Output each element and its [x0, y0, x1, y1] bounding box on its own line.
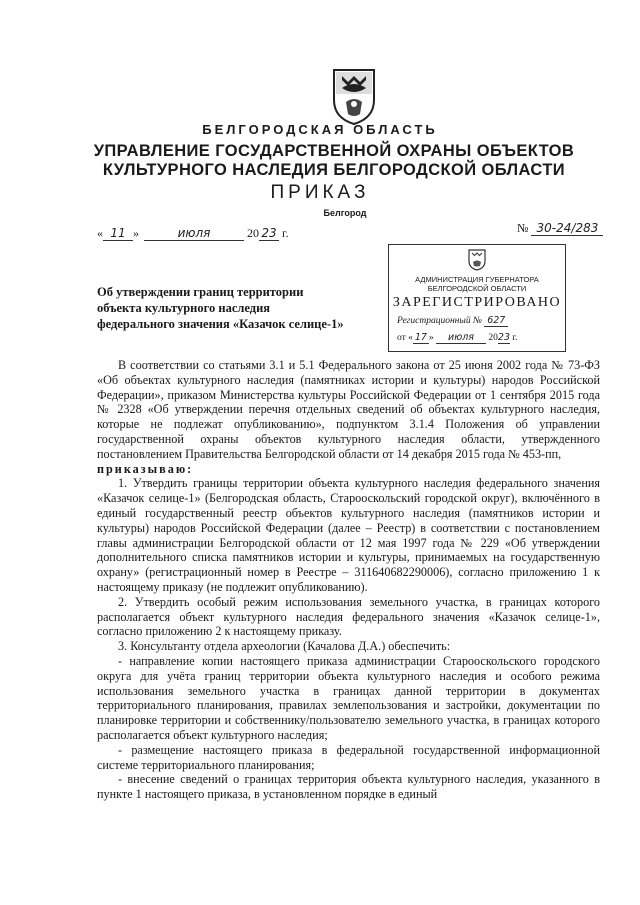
preamble-paragraph: В соответствии со статьями 3.1 и 5.1 Федерального закона от 25 июня 2002 года № 73-ФЗ «Об объектах культурного наследия (памятниках истории и культуры) народов Российской Федерации», приказом Министерства культуры Российской Федерации от 1 сентября 2015 года № 2328 «Об утверждении перечня отдельных сведений об объектах культурного наследия, которые не подлежат опубликованию», подпунктом 3.1.4 Положения об управлении государственной охраны объектов культурного наследия области, утвержденного постановлением Правительства Белгородской области от 14 декабря 2015 года № 453-пп,	[97, 358, 600, 461]
date-open-quote: «	[97, 226, 103, 240]
stamp-admin-line-1: АДМИНИСТРАЦИЯ ГУБЕРНАТОРА	[415, 275, 539, 284]
coat-of-arms-icon	[328, 66, 380, 126]
item-2-paragraph: 2. Утвердить особый режим использования земельного участка, в границах которого располагается объект культурного наследия федерального значения «Казачок селице-1», согласно приложению 2 к настоящему приказу.	[97, 594, 600, 639]
order-word: приказываю:	[97, 461, 194, 476]
stamp-reg-value: 627	[484, 315, 508, 327]
order-subject	[97, 284, 387, 332]
subject-line-1: Об утверждении границ территории	[97, 285, 304, 299]
stamp-date	[397, 332, 517, 344]
item-3a-paragraph: - направление копии настоящего приказа администрации Старооскольского городского округа для учёта границ территории объекта культурного наследия и особого режима использования земельного участка в границах данной территории в документах территориального планирования, правилах землепользования и застройки, документации по планировке территории и собственнику/пользователю земельного участка, в границах которого располагается объект культурного наследия;	[97, 653, 600, 742]
order-word-paragraph	[97, 462, 600, 477]
order-number-value: 30-24/283	[531, 221, 603, 236]
date-month: июля	[144, 226, 244, 241]
registration-stamp	[388, 244, 566, 352]
order-number-label: №	[517, 221, 529, 235]
subject-line-2: объекта культурного наследия	[97, 301, 271, 315]
stamp-date-year-mark: г.	[512, 333, 518, 343]
stamp-date-day: 17	[414, 332, 427, 343]
item-3c-paragraph: - внесение сведений о границах территория объекта культурного наследия, указанного в пункте 1 настоящего приказа, в установленном порядке в единый	[97, 772, 600, 802]
document-type: ПРИКАЗ	[270, 182, 370, 203]
stamp-date-month: июля	[436, 332, 486, 344]
region-heading: БЕЛГОРОДСКАЯ ОБЛАСТЬ	[202, 122, 438, 137]
date-close-quote: »	[133, 226, 139, 240]
date-year-prefix: 20	[247, 226, 259, 240]
stamp-admin-line-2: БЕЛГОРОДСКОЙ ОБЛАСТИ	[427, 284, 527, 293]
stamp-reg-label: Регистрационный №	[397, 316, 482, 326]
stamp-coat-of-arms-icon	[467, 249, 487, 271]
item-1-paragraph: 1. Утвердить границы территории объекта культурного наследия федерального значения «Казачок селице-1» (Белгородская область, Старооскольский городской округ), включённого в единый государственный реестр объектов культурного наследия (памятников истории и культуры) народов Российской Федерации (далее – Реестр) в соответствии с постановлением главы администрации Белгородской области от 12 мая 1997 года № 229 «Об утверждении дополнительного списка памятников истории и культуры, принимаемых на государственную охрану» (регистрационный номер в Реестре – 311640682290006), согласно приложению 1 к настоящему приказу (не подлежит опубликованию).	[97, 476, 600, 594]
stamp-admin-name	[389, 275, 565, 293]
date-year-suffix: 23	[259, 226, 279, 241]
date-day: 11	[103, 226, 133, 241]
subject-line-3: федерального значения «Казачок селице-1»	[97, 317, 344, 331]
city-name: Белгород	[323, 208, 367, 218]
stamp-date-from: от «	[397, 333, 413, 343]
organization-line-1: УПРАВЛЕНИЕ ГОСУДАРСТВЕННОЙ ОХРАНЫ ОБЪЕКТОВ	[93, 142, 575, 160]
order-date	[97, 226, 289, 241]
stamp-date-close: »	[428, 333, 434, 343]
date-year-mark: г.	[282, 226, 289, 240]
organization-name	[60, 142, 608, 180]
order-body	[97, 358, 600, 802]
item-3-paragraph: 3. Консультанту отдела археологии (Качалова Д.А.) обеспечить:	[118, 639, 451, 654]
stamp-registration-number	[397, 315, 508, 327]
stamp-registered-label: ЗАРЕГИСТРИРОВАНО	[392, 295, 562, 310]
organization-line-2: КУЛЬТУРНОГО НАСЛЕДИЯ БЕЛГОРОДСКОЙ ОБЛАСТИ	[102, 161, 566, 179]
stamp-date-year-prefix: 20	[488, 333, 498, 343]
stamp-date-year-suffix: 23	[497, 332, 510, 343]
item-3b-paragraph: - размещение настоящего приказа в федеральной государственной информационной системе территориального планирования;	[97, 742, 600, 772]
order-number	[517, 221, 603, 236]
